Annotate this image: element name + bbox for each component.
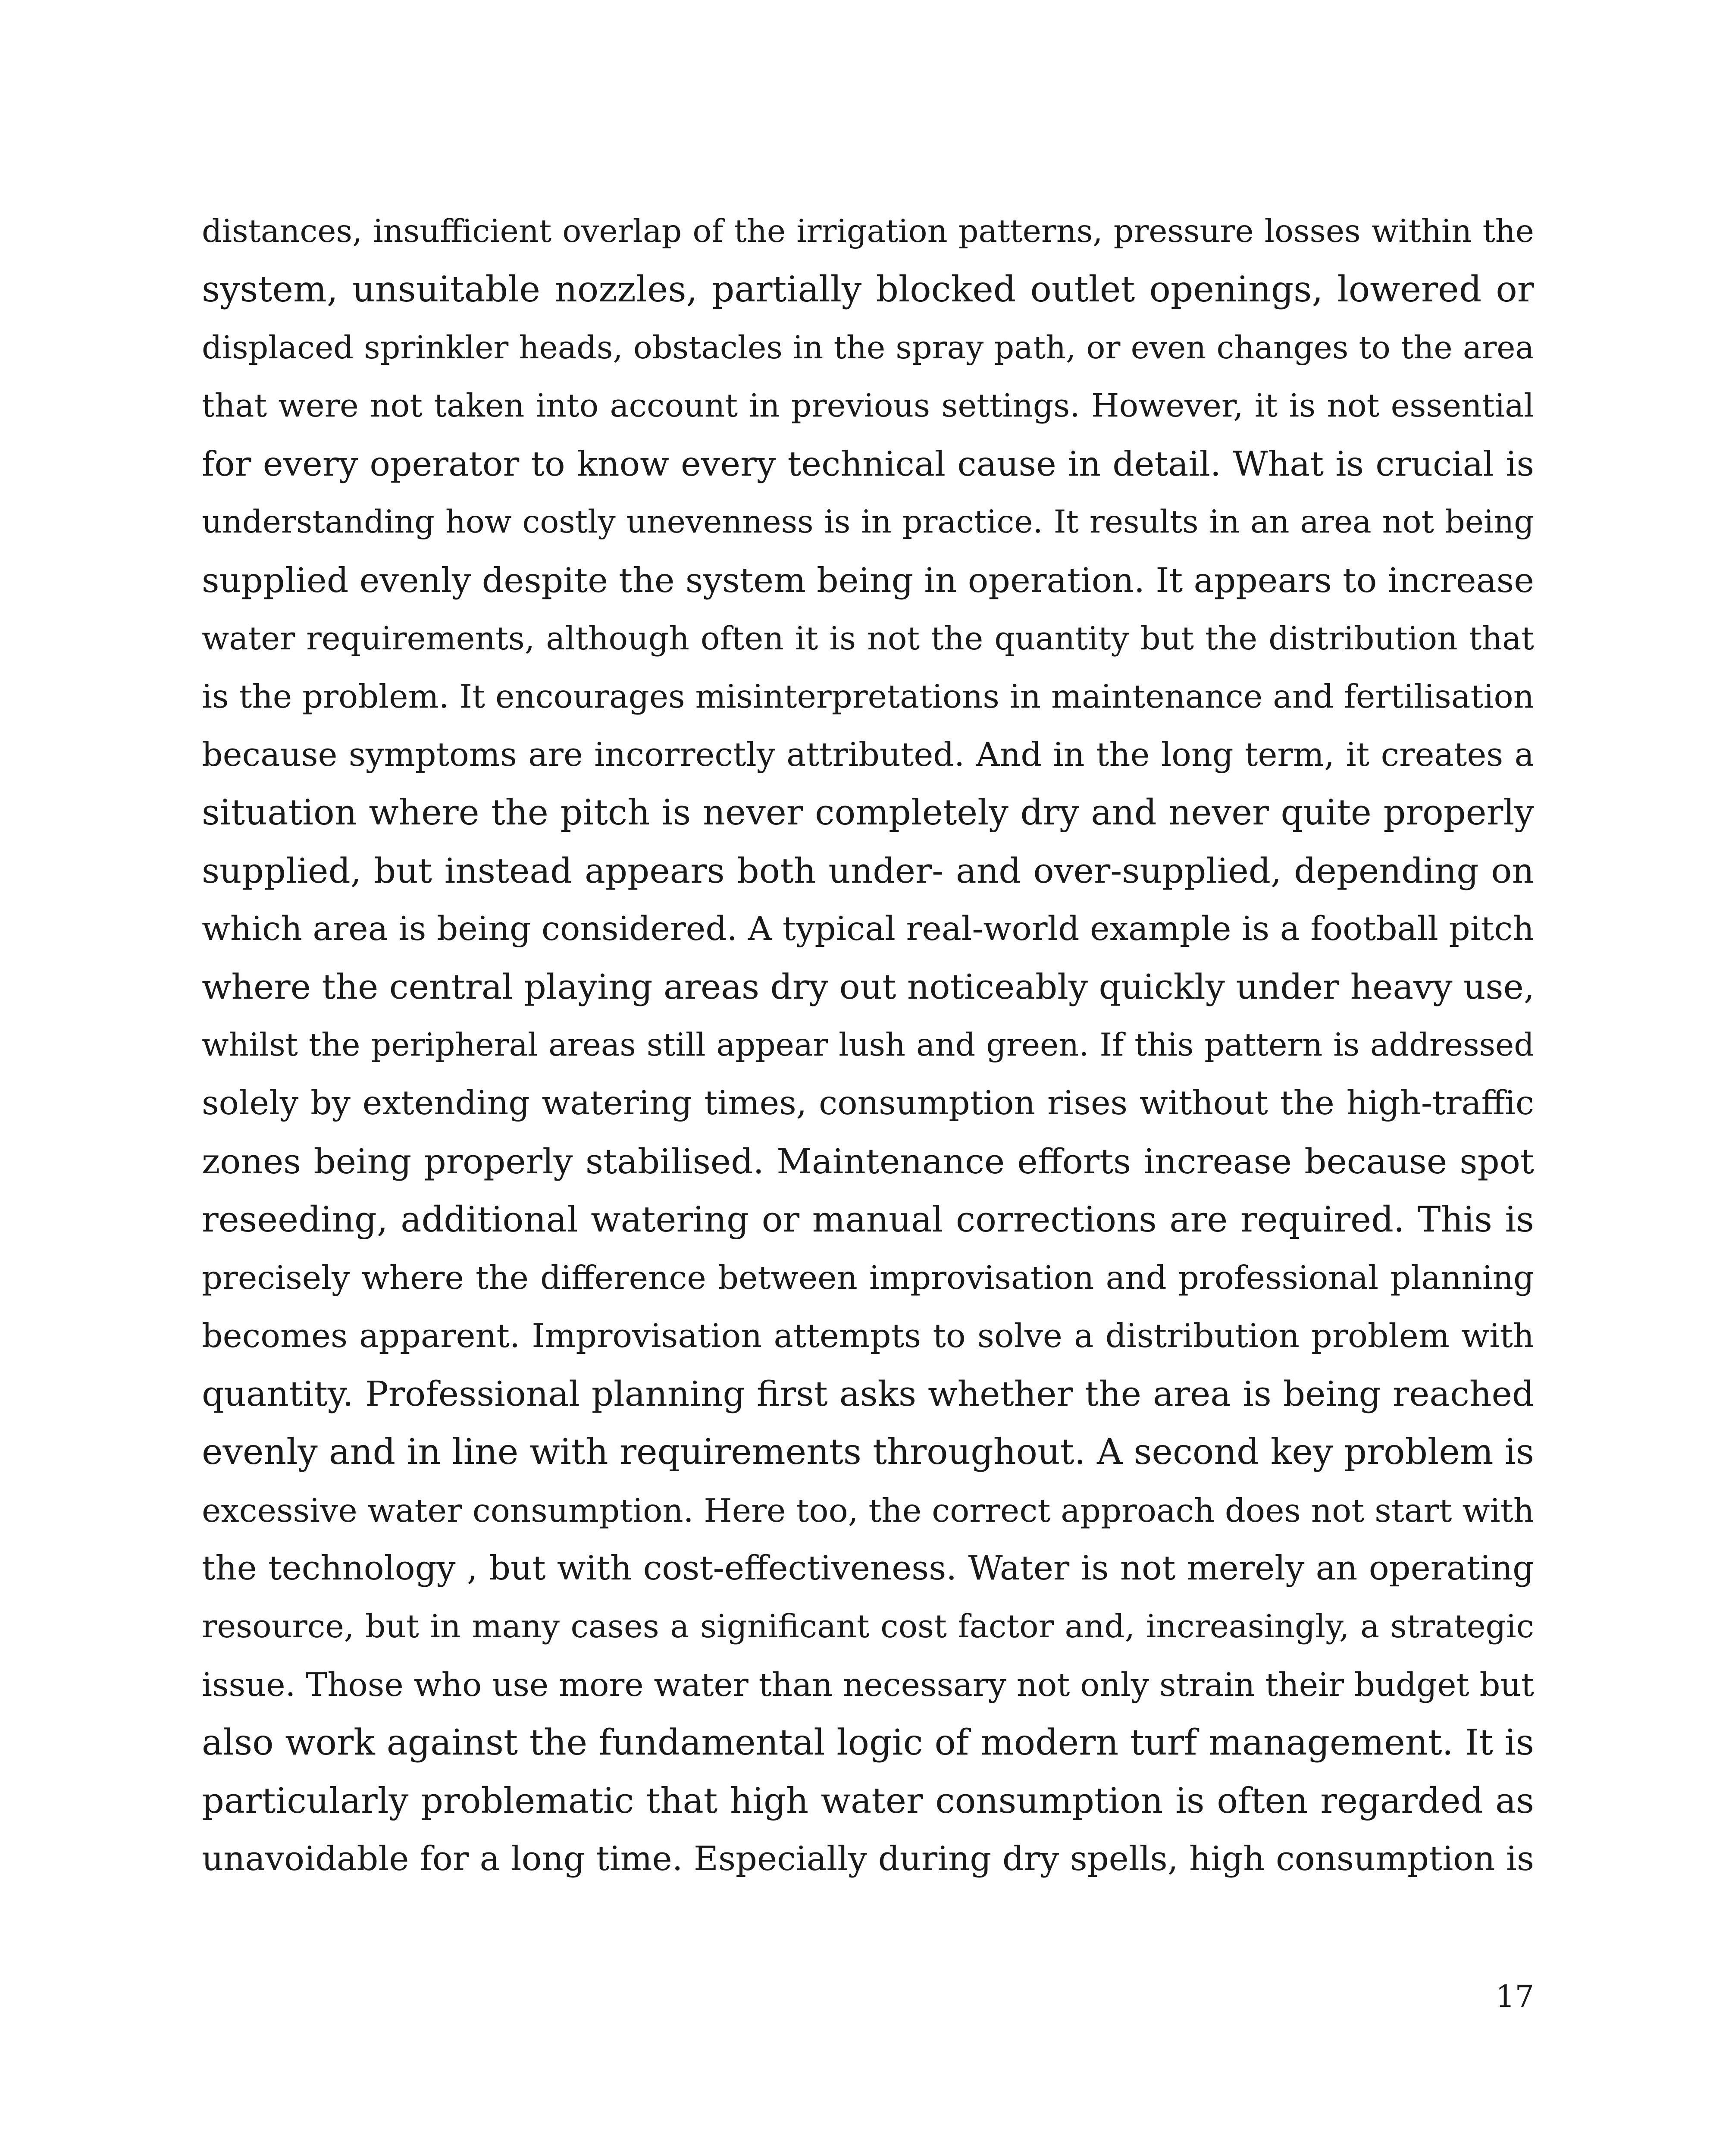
text-line: evenly and in line with requirements throughout. A second key problem is — [202, 1431, 1534, 1473]
text-line: that were not taken into account in previous settings. However, it is not essential — [202, 387, 1534, 425]
text-line: resource, but in many cases a significant cost factor and, increasingly, a strategic — [202, 1608, 1534, 1645]
text-line: whilst the peripheral areas still appear lush and green. If this pattern is addressed — [202, 1027, 1534, 1064]
text-line: because symptoms are incorrectly attributed. And in the long term, it creates a — [202, 735, 1534, 774]
body-paragraph — [202, 203, 1534, 1888]
text-line: supplied, but instead appears both under- and over-supplied, depending on — [202, 850, 1534, 891]
text-line: system, unsuitable nozzles, partially blocked outlet openings, lowered or — [202, 269, 1534, 310]
text-line: for every operator to know every technical cause in detail. What is crucial is — [202, 444, 1534, 484]
text-line: also work against the fundamental logic of modern turf management. It is — [202, 1722, 1534, 1763]
text-line: displaced sprinkler heads, obstacles in the spray path, or even changes to the area — [202, 329, 1534, 366]
page-number: 17 — [1495, 1979, 1534, 2014]
text-line: particularly problematic that high water consumption is often regarded as — [202, 1780, 1534, 1821]
text-line: supplied evenly despite the system being in operation. It appears to increase — [202, 560, 1534, 600]
text-line: distances, insufficient overlap of the irrigation patterns, pressure losses within the — [202, 213, 1534, 250]
text-line: understanding how costly unevenness is in practice. It results in an area not being — [202, 503, 1534, 540]
text-line: issue. Those who use more water than necessary not only strain their budget but — [202, 1665, 1534, 1704]
text-line: excessive water consumption. Here too, the correct approach does not start with — [202, 1491, 1535, 1529]
text-line: the technology , but with cost-effectiveness. Water is not merely an operating — [202, 1549, 1534, 1588]
text-line: becomes apparent. Improvisation attempts to solve a distribution problem with — [202, 1316, 1534, 1355]
text-line: unavoidable for a long time. Especially during dry spells, high consumption is — [202, 1839, 1534, 1879]
text-line: where the central playing areas dry out noticeably quickly under heavy use, — [202, 967, 1535, 1007]
text-line: situation where the pitch is never completely dry and never quite properly — [202, 792, 1534, 833]
text-line: zones being properly stabilised. Maintenance efforts increase because spot — [202, 1141, 1534, 1181]
text-line: which area is being considered. A typical real-world example is a football pitch — [202, 909, 1534, 948]
text-line: solely by extending watering times, consumption rises without the high-traffic — [202, 1084, 1534, 1122]
text-line: water requirements, although often it is not the quantity but the distribution that — [202, 620, 1534, 657]
text-line: quantity. Professional planning first asks whether the area is being reached — [202, 1373, 1534, 1414]
text-line: reseeding, additional watering or manual corrections are required. This is — [202, 1199, 1534, 1240]
text-line: precisely where the difference between improvisation and professional planning — [202, 1259, 1534, 1297]
text-line: is the problem. It encourages misinterpretations in maintenance and fertilisation — [202, 677, 1534, 716]
